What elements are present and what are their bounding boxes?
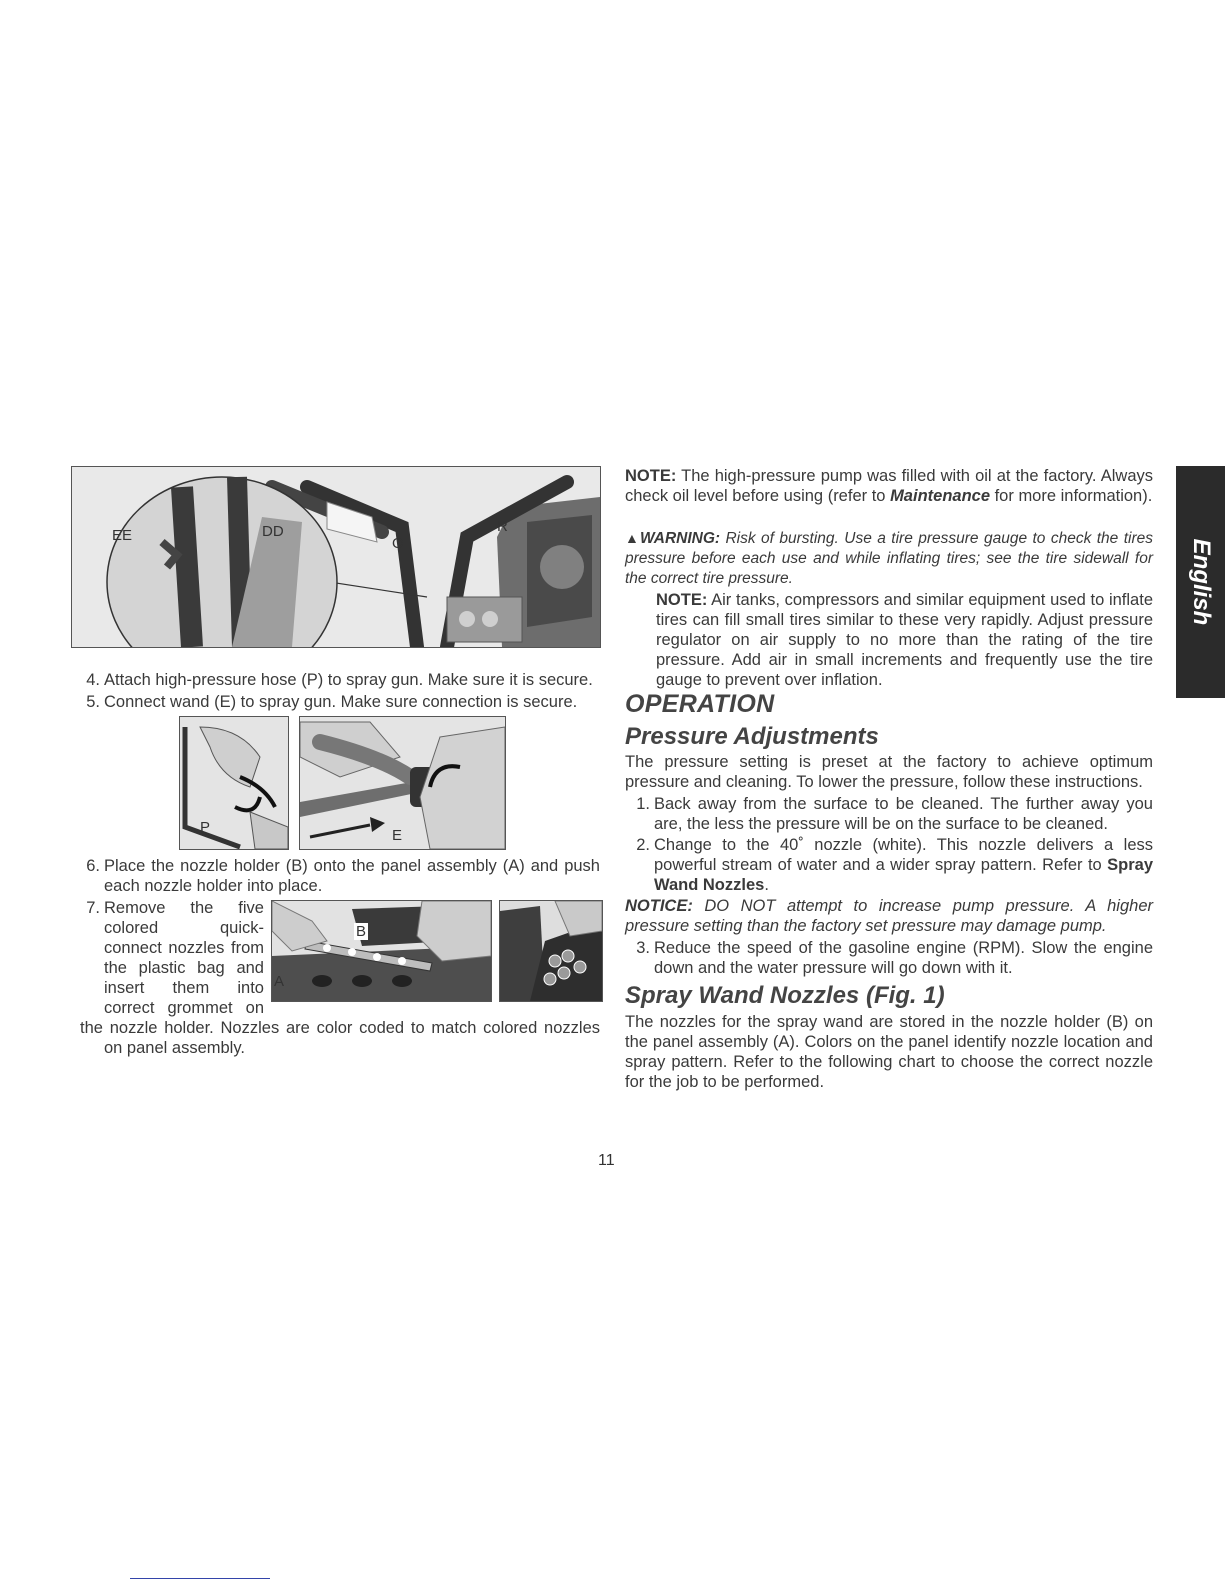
step-number: 1. (636, 795, 650, 813)
figure-wand-connect (299, 716, 506, 850)
step-text: the nozzle holder. Nozzles are color coded to match colored nozzles on panel assembly. (80, 1019, 600, 1057)
note-text: for more information). (990, 487, 1153, 505)
note-label: NOTE: (656, 591, 708, 609)
step-text: Place the nozzle holder (B) onto the panel assembly (A) and push each nozzle holder into place. (104, 857, 600, 895)
callout-e: E (392, 827, 403, 844)
nozzle-holder-illustration (272, 901, 491, 1001)
step-text-line: colored quick- (104, 919, 264, 937)
language-tab-label: English (1187, 538, 1215, 626)
language-tab (1176, 466, 1225, 698)
notice-text: DO NOT attempt to increase pump pressure. A higher pressure setting than the factory set pressure may damage pump. (625, 897, 1153, 935)
nozzles-description: The nozzles for the spray wand are stored in the nozzle holder (B) on the panel assembly (A). Colors on the panel identify nozzle location and spray pattern. Refer to the following chart to choose the correct nozzle for the job to be performed. (625, 1013, 1153, 1091)
step-text-line: Remove the five (104, 899, 264, 917)
maintenance-reference: Maintenance (890, 487, 991, 505)
callout-ee: EE (112, 527, 133, 544)
callout-o: O (392, 535, 404, 552)
step-text-line: correct grommet on (104, 999, 264, 1017)
step-text (654, 835, 1153, 895)
step-number: 6. (86, 857, 100, 875)
nozzle-panel-illustration (500, 901, 602, 1001)
figure-hose-attach (179, 716, 289, 850)
pressure-intro: The pressure setting is preset at the factory to achieve optimum pressure and cleaning. To lower the pressure, follow these instructions. (625, 753, 1153, 791)
step-text-part: . (764, 876, 769, 894)
hose-attach-illustration (180, 717, 288, 849)
note-label: NOTE: (625, 467, 677, 485)
step-text-line: connect nozzles from (104, 939, 264, 957)
wand-connect-illustration (300, 717, 505, 849)
callout-p: P (200, 819, 211, 836)
step-number: 5. (86, 693, 100, 711)
callout-dd: DD (262, 523, 284, 540)
warning-bursting (625, 528, 1153, 589)
footer-rule (130, 1578, 270, 1579)
step-text-line: the plastic bag and (104, 959, 264, 977)
callout-r: R (497, 518, 508, 535)
operation-heading: OPERATION (625, 690, 775, 718)
step-number: 2. (636, 836, 650, 854)
note-text: Air tanks, compressors and similar equipment used to inflate tires can fill small tires similar to these very rapidly. Adjust pressure regulator on air supply to no more than the rating of the tire pressure. Add air in small increments and frequently use the tire gauge to prevent over inflation. (656, 591, 1153, 689)
note-text: The high-pressure pump was filled with oil at the factory. Always check oil level before using (refer to (625, 467, 1153, 505)
warning-text: Risk of bursting. Use a tire pressure gauge to check the tires pressure before each use and while inflating tires; see the tire sidewall for the correct tire pressure. (625, 530, 1154, 587)
step-text-line: insert them into (104, 979, 264, 997)
figure-nozzle-holder (271, 900, 492, 1002)
warning-label: WARNING: (639, 530, 721, 547)
callout-b: B (356, 923, 367, 940)
step-text-part: Change to the 40˚ nozzle (white). This nozzle delivers a less powerful stream of water and a wider spray pattern. Refer to (654, 836, 1153, 874)
step-text: Connect wand (E) to spray gun. Make sure connection is secure. (104, 693, 578, 711)
step-number: 7. (86, 899, 100, 917)
notice-label: NOTICE: (625, 897, 693, 915)
note-oil-check (625, 466, 1153, 506)
pump-frame-illustration (72, 467, 600, 647)
figure-nozzle-panel (499, 900, 603, 1002)
pressure-adjustments-heading: Pressure Adjustments (625, 723, 879, 750)
spray-wand-nozzles-reference: Spray Wand Nozzles (654, 856, 1153, 894)
step-text: Attach high-pressure hose (P) to spray gun. Make sure it is secure. (104, 671, 593, 689)
step-number: 3. (636, 939, 650, 957)
step-6 (80, 856, 600, 900)
callout-a: A (274, 973, 285, 990)
step-text: Back away from the surface to be cleaned. The further away you are, the less the pressure will be on the surface to be cleaned. (654, 795, 1153, 833)
step-text: Reduce the speed of the gasoline engine (RPM). Slow the engine down and the water pressure will go down with it. (654, 939, 1153, 977)
figure-pump-frame (71, 466, 601, 648)
warning-triangle-icon: ▲ (625, 530, 640, 546)
notice-pump-pressure (625, 896, 1153, 936)
note-air-tanks (656, 590, 1153, 690)
step-number: 4. (86, 671, 100, 689)
spray-wand-nozzles-heading: Spray Wand Nozzles (Fig. 1) (625, 982, 945, 1009)
page-number: 11 (598, 1152, 615, 1169)
